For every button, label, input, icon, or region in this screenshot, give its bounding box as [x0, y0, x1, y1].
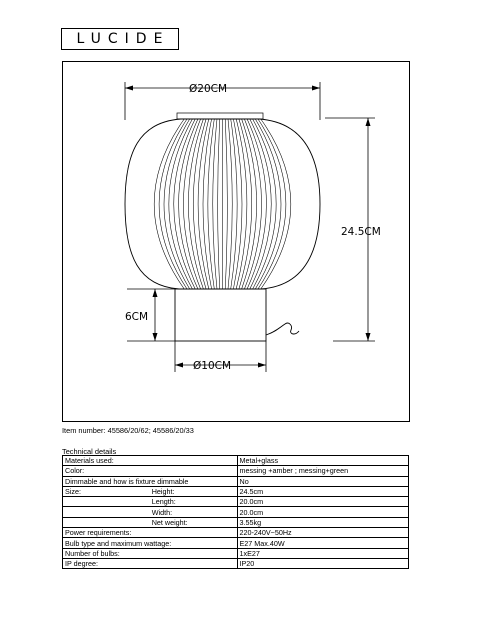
spec-label: Dimmable and how is fixture dimmable [63, 476, 238, 486]
spec-label: Color: [63, 466, 238, 476]
spec-value: messing +amber ; messing+green [237, 466, 409, 476]
spec-row [63, 486, 409, 496]
spec-value: Metal+glass [237, 456, 409, 466]
lucide-logo: LUCIDE [61, 28, 179, 50]
spec-value: 20.0cm [237, 497, 409, 507]
technical-details-table [62, 455, 409, 569]
lamp-cable [266, 323, 299, 335]
spec-sublabel: Length: [148, 497, 237, 507]
spec-label: IP degree: [63, 558, 238, 568]
spec-row [63, 507, 409, 517]
lamp-top-collar [177, 113, 263, 119]
spec-sublabel: Width: [148, 507, 237, 517]
spec-value: E27 Max.40W [237, 538, 409, 548]
spec-value: 24.5cm [237, 486, 409, 496]
spec-value: IP20 [237, 558, 409, 568]
spec-label [63, 507, 148, 517]
spec-label: Bulb type and maximum wattage: [63, 538, 238, 548]
spec-value: 1xE27 [237, 548, 409, 558]
spec-row [63, 466, 409, 476]
spec-label: Power requirements: [63, 528, 238, 538]
spec-label [63, 497, 148, 507]
spec-row [63, 497, 409, 507]
spec-row [63, 558, 409, 568]
total-height-label: 24.5CM [341, 226, 381, 238]
spec-label: Materials used: [63, 456, 238, 466]
spec-row [63, 476, 409, 486]
spec-row [63, 538, 409, 548]
technical-drawing [62, 61, 410, 422]
spec-sublabel: Net weight: [148, 517, 237, 527]
spec-value: 20.0cm [237, 507, 409, 517]
lamp-drawing-svg [63, 62, 411, 423]
technical-details-title: Technical details [62, 447, 117, 456]
spec-row [63, 548, 409, 558]
lamp-base [175, 289, 266, 341]
item-number: Item number: 45586/20/62; 45586/20/33 [62, 426, 194, 435]
spec-label: Size: [63, 486, 148, 496]
spec-row [63, 528, 409, 538]
top-width-label: Ø20CM [189, 83, 228, 95]
spec-row [63, 456, 409, 466]
spec-label [63, 517, 148, 527]
spec-row [63, 517, 409, 527]
base-width-label: Ø10CM [193, 360, 232, 372]
spec-label: Number of bulbs: [63, 548, 238, 558]
spec-sublabel: Height: [148, 486, 237, 496]
spec-value: 220-240V~50Hz [237, 528, 409, 538]
spec-value: 3.55kg [237, 517, 409, 527]
base-height-label: 6CM [125, 311, 149, 323]
spec-value: No [237, 476, 409, 486]
